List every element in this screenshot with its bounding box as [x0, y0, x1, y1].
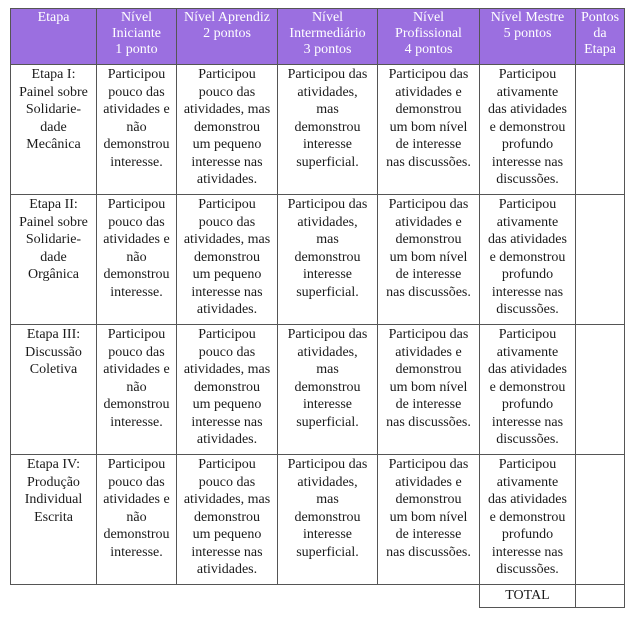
text-line: 2 pontos	[203, 26, 251, 41]
text-line: Participou	[107, 197, 166, 212]
text-line: um bom nível	[389, 509, 468, 525]
text-line: ativamente	[496, 344, 559, 360]
row-etapa-1	[11, 65, 625, 195]
text-line: atividades e	[103, 362, 170, 377]
text-line: Etapa IV:	[27, 457, 80, 472]
text-line: atividades, mas	[183, 102, 271, 117]
text-line: Participou das	[287, 457, 368, 472]
text-line: Participou	[107, 67, 166, 82]
text-line: interesse nas	[491, 154, 564, 170]
header-pontos-etapa	[576, 9, 625, 65]
text-line: Participou	[198, 67, 256, 82]
text-line: Produção	[27, 474, 80, 490]
text-line: Profissional	[395, 26, 462, 41]
text-line: Participou das	[388, 197, 469, 212]
text-line: atividades e	[103, 492, 170, 507]
text-line: demonstrou	[294, 249, 361, 265]
text-line: das atividades	[488, 232, 567, 247]
text-line: pouco das	[198, 474, 256, 490]
text-line: nas discussões.	[386, 154, 471, 170]
cell-profissional	[378, 195, 480, 325]
cell-pontos	[576, 65, 625, 195]
text-line: atividades e	[395, 84, 462, 100]
text-line: Nível	[412, 10, 445, 25]
text-line: não	[126, 249, 147, 265]
text-line: Participou	[198, 457, 256, 472]
etapa-label	[11, 65, 97, 195]
text-line: demonstrou	[395, 362, 462, 377]
cell-intermediario	[278, 325, 378, 455]
text-line: Pontos	[580, 10, 620, 25]
text-line: Coletiva	[29, 362, 78, 377]
text-line: pouco das	[108, 214, 165, 230]
text-line: não	[126, 379, 147, 395]
text-line: interesse nas	[491, 284, 564, 300]
header-row	[11, 9, 625, 65]
text-line: Individual	[24, 492, 83, 507]
text-line: Etapa	[37, 10, 70, 25]
header-nivel-mestre	[480, 9, 576, 65]
text-line: Etapa II:	[29, 197, 78, 212]
text-line: Iniciante	[112, 26, 161, 41]
text-line: 5 pontos	[503, 26, 552, 41]
text-line: de interesse	[395, 527, 462, 542]
text-line: interesse nas	[191, 544, 263, 560]
text-line: 4 pontos	[404, 42, 453, 57]
text-line: Participou	[498, 327, 557, 342]
text-line: Nível Mestre	[490, 10, 565, 25]
cell-pontos	[576, 455, 625, 585]
cell-profissional	[378, 455, 480, 585]
text-line: Participou das	[287, 67, 368, 82]
cell-mestre	[480, 65, 576, 195]
etapa-label	[11, 195, 97, 325]
cell-pontos	[576, 195, 625, 325]
text-line: discussões.	[496, 172, 559, 187]
header-nivel-profissional	[378, 9, 480, 65]
text-line: demonstrou	[193, 249, 261, 265]
text-line: Participou das	[388, 67, 469, 82]
text-line: e demonstrou	[489, 249, 566, 265]
text-line: interesse nas	[491, 544, 564, 560]
text-line: demonstrou	[193, 119, 261, 135]
text-line: demonstrou	[103, 137, 170, 152]
text-line: pouco das	[198, 214, 256, 230]
text-line: demonstrou	[395, 492, 462, 507]
text-line: um pequeno	[192, 397, 262, 412]
text-line: dade	[40, 119, 67, 135]
text-line: demonstrou	[193, 509, 261, 525]
text-line: de interesse	[395, 137, 462, 152]
cell-iniciante	[97, 325, 177, 455]
text-line: atividades.	[196, 562, 258, 577]
text-line: Participou	[107, 327, 166, 342]
text-line: atividades e	[395, 214, 462, 230]
header-nivel-aprendiz	[177, 9, 278, 65]
text-line: interesse nas	[191, 284, 263, 300]
cell-aprendiz	[177, 195, 278, 325]
text-line: pouco das	[108, 344, 165, 360]
text-line: demonstrou	[103, 397, 170, 412]
text-line: um bom nível	[389, 249, 468, 265]
text-line: discussões.	[496, 562, 559, 577]
text-line: Mecânica	[26, 137, 81, 152]
text-line: nas discussões.	[386, 414, 471, 430]
text-line: atividades, mas	[183, 362, 271, 377]
cell-aprendiz	[177, 325, 278, 455]
text-line: Participou	[498, 457, 557, 472]
text-line: profundo	[501, 397, 554, 412]
text-line: interesse.	[110, 284, 163, 300]
text-line: Participou das	[287, 197, 368, 212]
text-line: demonstrou	[294, 509, 361, 525]
text-line: interesse	[303, 137, 352, 152]
text-line: pouco das	[108, 474, 165, 490]
cell-mestre	[480, 455, 576, 585]
text-line: das atividades	[488, 492, 567, 507]
text-line: atividades.	[196, 172, 258, 187]
text-line: mas	[316, 492, 339, 507]
cell-mestre	[480, 325, 576, 455]
text-line: discussões.	[496, 432, 559, 447]
text-line: interesse.	[110, 414, 163, 430]
cell-iniciante	[97, 455, 177, 585]
text-line: Nível	[311, 10, 344, 25]
text-line: Participou	[198, 327, 256, 342]
text-line: Solidarie-	[25, 102, 82, 117]
text-line: Participou das	[287, 327, 368, 342]
text-line: e demonstrou	[489, 119, 566, 135]
text-line: atividades.	[196, 302, 258, 317]
text-line: interesse	[303, 397, 352, 412]
text-line: Participou	[498, 197, 557, 212]
row-etapa-3	[11, 325, 625, 455]
text-line: demonstrou	[395, 232, 462, 247]
text-line: da	[593, 26, 607, 41]
text-line: Painel sobre	[19, 214, 88, 230]
cell-profissional	[378, 65, 480, 195]
text-line: superficial.	[296, 544, 359, 560]
text-line: atividades,	[297, 84, 358, 100]
text-line: Nível	[120, 10, 153, 25]
text-line: demonstrou	[193, 379, 261, 395]
text-line: das atividades	[488, 102, 567, 117]
text-line: demonstrou	[103, 527, 170, 542]
text-line: um pequeno	[192, 267, 262, 282]
text-line: atividades, mas	[183, 492, 271, 507]
text-line: demonstrou	[294, 119, 361, 135]
text-line: nas discussões.	[386, 284, 471, 300]
text-line: Escrita	[34, 509, 73, 525]
text-line: Discussão	[25, 344, 82, 360]
rubric-table	[10, 8, 625, 608]
text-line: não	[126, 509, 147, 525]
text-line: Participou das	[388, 327, 469, 342]
text-line: atividades e	[103, 102, 170, 117]
text-line: Nível Aprendiz	[184, 10, 270, 25]
cell-profissional	[378, 325, 480, 455]
cell-pontos	[576, 325, 625, 455]
text-line: Participou	[198, 197, 256, 212]
text-line: interesse	[303, 527, 352, 542]
text-line: Etapa I:	[31, 67, 76, 82]
text-line: atividades,	[297, 474, 358, 490]
text-line: discussões.	[496, 302, 559, 317]
etapa-label	[11, 325, 97, 455]
cell-iniciante	[97, 65, 177, 195]
etapa-label	[11, 455, 97, 585]
text-line: pouco das	[198, 344, 256, 360]
total-spacer	[11, 585, 480, 608]
text-line: atividades e	[395, 344, 462, 360]
header-nivel-intermediario	[278, 9, 378, 65]
cell-intermediario	[278, 455, 378, 585]
text-line: mas	[316, 362, 339, 377]
cell-aprendiz	[177, 455, 278, 585]
text-line: interesse.	[110, 154, 163, 170]
text-line: interesse nas	[491, 414, 564, 430]
text-line: e demonstrou	[489, 379, 566, 395]
text-line: e demonstrou	[489, 509, 566, 525]
row-etapa-2	[11, 195, 625, 325]
text-line: Solidarie-	[25, 232, 82, 247]
text-line: ativamente	[496, 474, 559, 490]
text-line: interesse	[303, 267, 352, 282]
text-line: profundo	[501, 527, 554, 542]
text-line: demonstrou	[395, 102, 462, 117]
text-line: mas	[316, 102, 339, 117]
text-line: um pequeno	[192, 527, 262, 542]
text-line: 3 pontos	[303, 42, 352, 57]
rubric-container	[10, 8, 625, 608]
text-line: Intermediário	[289, 26, 366, 41]
text-line: demonstrou	[103, 267, 170, 282]
text-line: demonstrou	[294, 379, 361, 395]
text-line: 1 ponto	[115, 42, 158, 57]
text-line: das atividades	[488, 362, 567, 377]
header-etapa	[11, 9, 97, 65]
cell-intermediario	[278, 195, 378, 325]
text-line: Orgânica	[27, 267, 80, 282]
cell-aprendiz	[177, 65, 278, 195]
text-line: superficial.	[296, 414, 359, 430]
text-line: nas discussões.	[386, 544, 471, 560]
text-line: um bom nível	[389, 379, 468, 395]
text-line: profundo	[501, 267, 554, 282]
text-line: um bom nível	[389, 119, 468, 135]
text-line: atividades, mas	[183, 232, 271, 247]
text-line: interesse nas	[191, 154, 263, 170]
text-line: atividades,	[297, 214, 358, 230]
text-line: Painel sobre	[19, 84, 88, 100]
text-line: atividades e	[103, 232, 170, 247]
text-line: ativamente	[496, 214, 559, 230]
text-line: pouco das	[198, 84, 256, 100]
text-line: Etapa	[584, 42, 616, 57]
total-value	[576, 585, 625, 608]
text-line: atividades e	[395, 474, 462, 490]
text-line: Participou das	[388, 457, 469, 472]
text-line: profundo	[501, 137, 554, 152]
text-line: de interesse	[395, 397, 462, 412]
cell-intermediario	[278, 65, 378, 195]
text-line: não	[126, 119, 147, 135]
text-line: ativamente	[496, 84, 559, 100]
total-row	[11, 585, 625, 608]
text-line: pouco das	[108, 84, 165, 100]
header-nivel-iniciante	[97, 9, 177, 65]
text-line: atividades,	[297, 344, 358, 360]
text-line: de interesse	[395, 267, 462, 282]
text-line: um pequeno	[192, 137, 262, 152]
text-line: Participou	[107, 457, 166, 472]
text-line: interesse.	[110, 544, 163, 560]
text-line: superficial.	[296, 284, 359, 300]
text-line: atividades.	[196, 432, 258, 447]
cell-iniciante	[97, 195, 177, 325]
cell-mestre	[480, 195, 576, 325]
total-label: TOTAL	[480, 585, 576, 608]
text-line: mas	[316, 232, 339, 247]
text-line: superficial.	[296, 154, 359, 170]
text-line: Etapa III:	[26, 327, 81, 342]
text-line: interesse nas	[191, 414, 263, 430]
text-line: dade	[40, 249, 67, 265]
row-etapa-4	[11, 455, 625, 585]
text-line: Participou	[498, 67, 557, 82]
